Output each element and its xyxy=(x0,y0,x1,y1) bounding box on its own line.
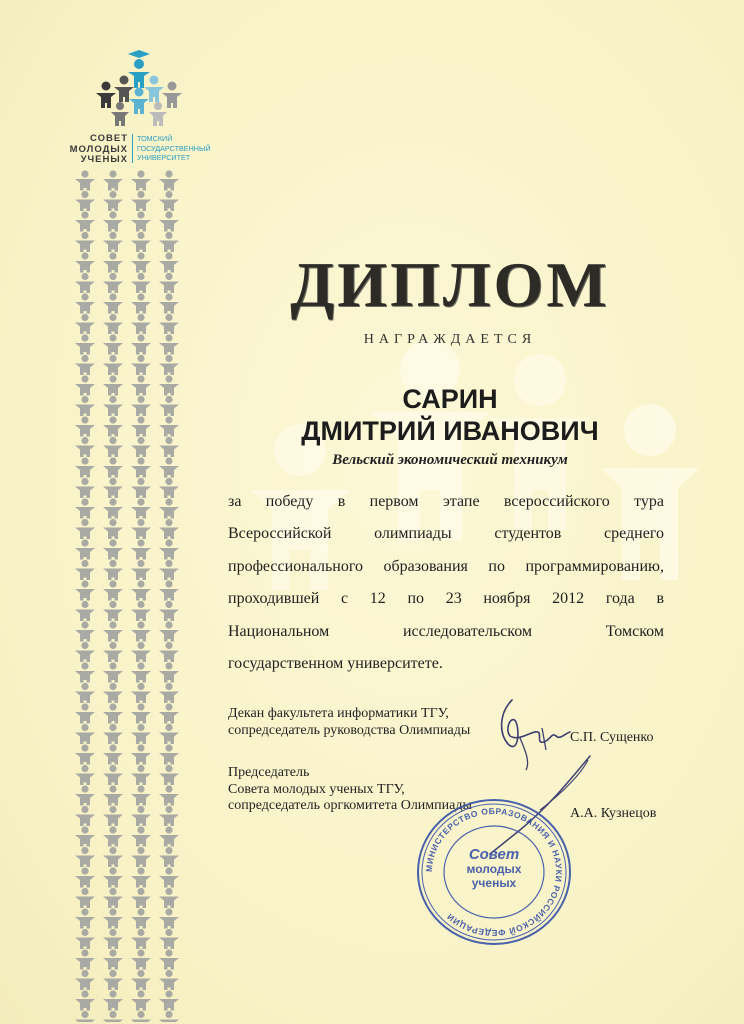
stamp-ring-text: МИНИСТЕРСТВО ОБРАЗОВАНИЯ И НАУКИ РОССИЙСКОЙ ФЕДЕРАЦИИ xyxy=(423,805,565,939)
awarded-label: НАГРАЖДАЕТСЯ xyxy=(363,332,537,347)
description-line: профессионального образования по программированию, xyxy=(228,557,664,575)
recipient-surname: САРИН xyxy=(402,384,498,414)
stamp-center-text: Совет молодых ученых xyxy=(466,846,522,890)
people-pattern-column xyxy=(74,170,186,1022)
description-line: за победу в первом этапе всероссийского тура xyxy=(228,493,664,510)
diploma-title: ДИПЛОМ xyxy=(290,249,610,320)
recipient-given-names: ДМИТРИЙ ИВАНОВИЧ xyxy=(301,416,599,446)
description-line: государственном университете. xyxy=(228,654,443,672)
description-line: Всероссийской олимпиады студентов среднего xyxy=(228,525,664,543)
logo-council-name: СОВЕТ МОЛОДЫХ УЧЕНЫХ xyxy=(69,133,128,165)
chairman-name: А.А. Кузнецов xyxy=(570,806,657,821)
award-description xyxy=(228,486,664,680)
chairman-signature-title: Председатель Совета молодых ученых ТГУ, сопредседатель оргкомитета Олимпиады xyxy=(228,765,472,813)
recipient-institution: Вельский экономический техникум xyxy=(332,452,568,468)
logo-figures-icon xyxy=(84,48,194,130)
official-stamp xyxy=(414,796,574,948)
logo-university-name: ТОМСКИЙ ГОСУДАРСТВЕННЫЙ УНИВЕРСИТЕТ xyxy=(132,134,227,163)
description-line: проходившей с 12 по 23 ноября 2012 года в xyxy=(228,590,664,608)
dean-name: С.П. Сущенко xyxy=(570,730,654,745)
council-logo xyxy=(60,48,220,168)
description-line: Национальном исследовательском Томском xyxy=(228,622,664,640)
dean-signature-title: Декан факультета информатики ТГУ, сопредседатель руководства Олимпиады xyxy=(228,706,471,738)
